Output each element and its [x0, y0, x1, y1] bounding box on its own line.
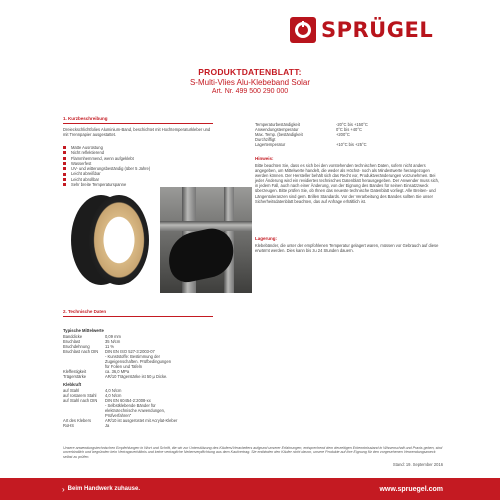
spec-value: ca. 36,0 MPa	[105, 369, 130, 374]
spec-row	[63, 374, 263, 379]
bullet-icon	[63, 146, 66, 149]
spec-label: Bruchlast nach DIN	[63, 349, 99, 354]
spec-value: Zugeigenschaften. Prüfbedingungen	[105, 359, 172, 364]
brand-logo	[290, 16, 465, 44]
title-block	[0, 67, 500, 95]
hinweis-heading: Hinweis:	[255, 156, 274, 161]
short-description: Dreieckschlichtfolies Aluminium-Band, beschichtet mit Hochtemperaturkleber und mit Trennpapier ausgestattet.	[63, 127, 211, 138]
lagerung-heading: Lagerung:	[255, 236, 277, 241]
product-photo-application	[160, 187, 252, 293]
spec-value: elektrotechnische Anwendungen,	[105, 408, 166, 413]
spec-value: für Folien und Tafeln	[105, 364, 143, 369]
spec-label: Trägerstärke	[63, 374, 87, 379]
feature-text: Matte Ausrüstung	[71, 145, 103, 150]
technical-data	[63, 328, 263, 428]
feature-text: Leicht abreißbar	[71, 171, 101, 177]
temperature-label: Anwendungstemperatur	[255, 127, 299, 132]
temperature-label: Durchziffigt	[255, 137, 276, 142]
spec-value: AR/10 ist ausgerüstet mit Acrylat-Kleber	[105, 418, 178, 423]
website-link[interactable]: www.spruegel.com	[379, 485, 443, 493]
spec-value: DIN EN ISO 527-3:2003-07	[105, 349, 155, 354]
page-title: PRODUKTDATENBLATT:	[198, 67, 302, 77]
feature-text: Leicht abrollbar	[71, 176, 99, 182]
spec-label: Bruchlast	[63, 339, 81, 344]
spec-value: DIN EN 60454-2:2008-xx	[105, 398, 151, 403]
lagerung-text: Klebebänder, die unter der empfohlenen Temperatur gelagert waren, müssen vor Gebrauch auf diese erwärmt werden. Dies kann bis zu 24 Stunden dauern.	[255, 243, 439, 254]
spec-value: 4,0 N/cm	[105, 393, 122, 398]
bullet-icon	[63, 173, 66, 176]
article-number: Art. Nr. 499 500 290 000	[211, 88, 289, 95]
temperature-value: 0°C bis +40°C	[336, 127, 362, 132]
footer-bar	[0, 478, 500, 500]
spec-label: auf rostarem Stahl	[63, 393, 97, 398]
bullet-icon	[63, 178, 66, 181]
spec-value: 11 %	[105, 344, 115, 349]
temperature-label: Max. Temp. (beständigkeit	[255, 132, 303, 137]
spec-label: Kleffestigkeit	[63, 369, 87, 374]
spec-value: 0,09 mm	[105, 334, 121, 339]
feature-list	[63, 145, 213, 187]
temperature-label: Lagertemperatur	[255, 142, 286, 147]
temperature-value: -20°C bis +150°C	[336, 122, 368, 127]
typical-values-table	[63, 334, 263, 379]
section1-divider	[63, 123, 213, 124]
revision-date: Stand: 19. September 2016	[392, 462, 443, 467]
temperature-row	[255, 142, 445, 147]
section1-heading: 1. Kurzbeschreibung	[63, 116, 108, 121]
spec-value: 4,0 N/cm	[105, 388, 122, 393]
feature-text: UV- und witterungsbeständig (über 5 Jahre)	[71, 166, 151, 172]
section2-heading: 2. Technische Daten	[63, 309, 107, 314]
arrow-right-icon: ›	[62, 484, 65, 494]
spec-value: 35 N/cm	[105, 339, 121, 344]
product-photo-roll	[63, 187, 153, 293]
klebkraft-table	[63, 388, 263, 428]
spec-label: Banddicke	[63, 334, 83, 339]
feature-text: Sehr breite Temperaturspanne	[71, 182, 127, 188]
temperature-value: +10°C bis +25°C	[336, 142, 367, 147]
spec-row	[63, 423, 263, 428]
spec-label: auf Stahl	[63, 388, 80, 393]
temperature-label: Temperaturbeständigkeit	[255, 122, 300, 127]
feature-text: Flammhemmend, wenn aufgeklebt	[71, 155, 134, 161]
spec-value: AR/10 Trägerstärke ist 50 µ Dicke.	[105, 374, 168, 379]
bullet-icon	[63, 151, 66, 154]
bullet-icon	[63, 157, 66, 160]
disclaimer-text: Unsere anwendungstechnischen Empfehlungen in Wort und Schrift, die wir zur Unterstützung des Käufers/Verarbeiters aufgrund unserer Erfahrungen, entsprechend dem derzeitigen Erkenntnisstand in Wissenschaft und Praxis geben, sind unverbindlich und begründen kein Vertragsverhältnis und keine vertragliche Nebenverpflichtung aus dem Kaufvertrag. Sie entbinden den Käufer nicht davon, unsere Produkte auf ihre Eignung für den vorgesehenen Verwendungszweck selbst zu prüfen.	[63, 446, 443, 459]
section2-divider	[63, 316, 213, 317]
spec-value: Prüfverfahren"	[105, 413, 132, 418]
klebkraft-heading: Klebkraft	[63, 382, 82, 387]
feature-text: Wasserfest	[71, 160, 92, 166]
feature-text: Nicht reflektierend	[71, 150, 104, 156]
spec-value: - Selbstklebende Bänder für	[105, 403, 156, 408]
temperature-value: +200°C	[336, 132, 350, 137]
hinweis-text: Bitte beachten Sie, dass es sich bei den vorstehenden technischen Daten, sofern nicht anders angegeben, um Mittelwerte handelt, die weder als Höchst- noch als Mindestwerte herangezogen werden können. Der Hersteller behält sich das Recht vor, Produktveränderungen vorzunehmen. Bei jeder Änderung wird ein revidiertes technisches Datenblatt herausgegeben. Der Anwender muss sich, in jedem Fall, auch nach einer Änderung, von der Eignung des Bandes für seinen Einsatzzweck überzeugen. Bitte prüfen Sie, ob Ihnen das neueste technische Datenblatt vorliegt. Alle Breiten- und Längentoleranzen sind gem. Brillen Standards. Vor der Verarbeitung des Bandes sollten Sie unser Sicherheitsdatenblatt beachten, das auf Anfrage erhältlich ist.	[255, 163, 440, 204]
bullet-icon	[63, 183, 66, 186]
product-name: S-Multi-Vlies Alu-Klebeband Solar	[189, 78, 311, 87]
bullet-icon	[63, 162, 66, 165]
footer-slogan: Beim Handwerk zuhause.	[67, 486, 141, 492]
brand-mark-icon	[290, 17, 316, 43]
bullet-icon	[63, 167, 66, 170]
spec-label: Bruchdehnung	[63, 344, 90, 349]
spec-label: RoHS	[63, 423, 74, 428]
spec-value: Ja	[105, 423, 110, 428]
spec-value: - Kunststoffe: Bestimmung der	[105, 354, 160, 359]
brand-name: SPRÜGEL	[321, 18, 434, 42]
temperature-table	[255, 122, 445, 147]
spec-label: auf Stahl nach DIN	[63, 398, 98, 403]
typical-values-heading: Typische Mittelwerte	[63, 328, 104, 333]
spec-label: Art des Klebers	[63, 418, 91, 423]
